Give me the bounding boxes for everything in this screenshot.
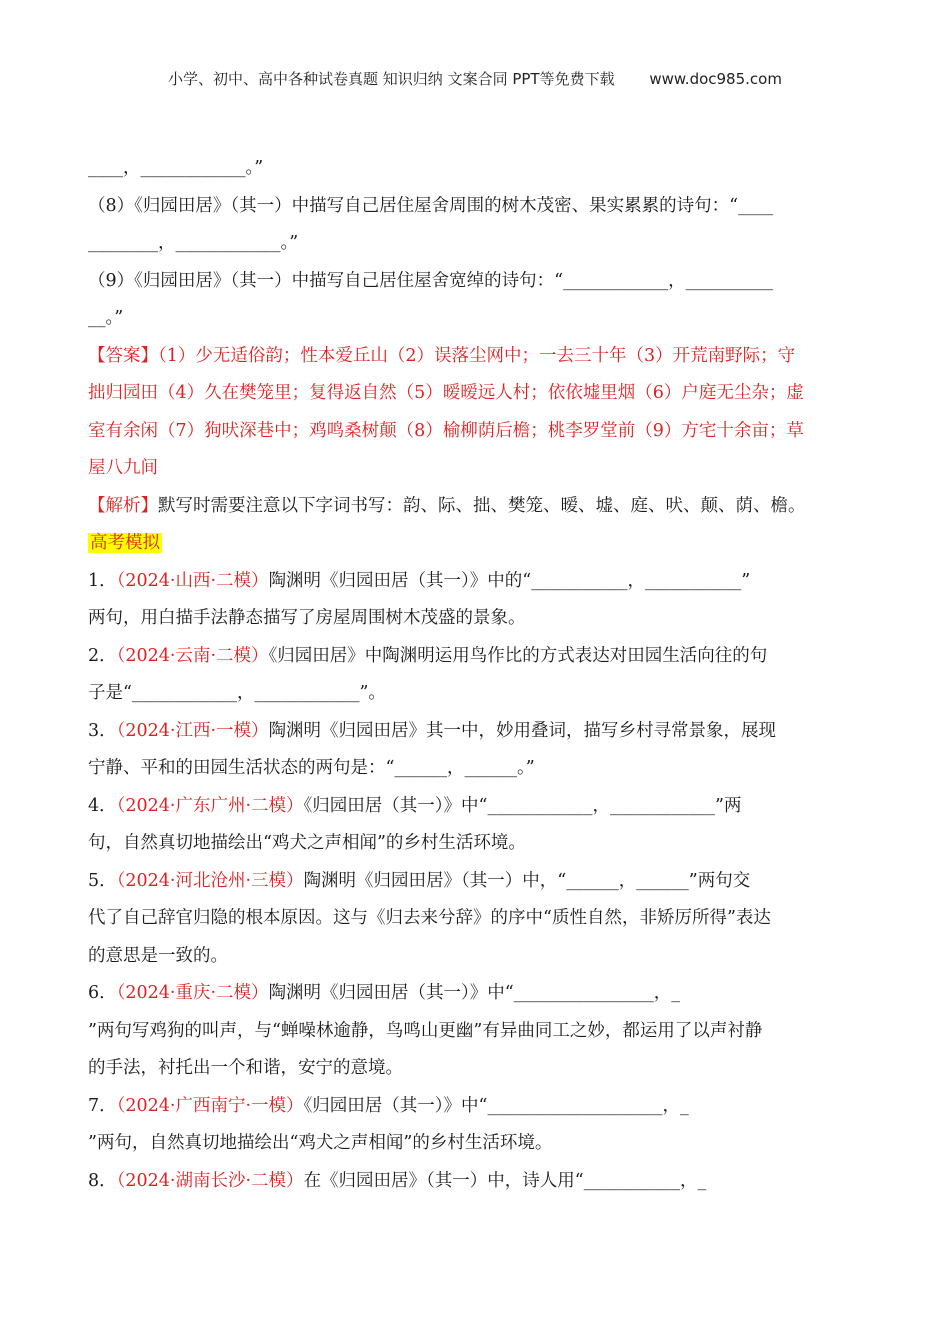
question-number: 7． <box>88 1095 117 1116</box>
section-heading <box>88 525 868 563</box>
question-source: （2024·广西南宁·一模） <box>116 1095 304 1116</box>
text-line: ________，____________。” <box>88 233 299 253</box>
header-site: www.doc985.com <box>649 70 782 88</box>
text-line: 的手法，衬托出一个和谐，安宁的意境。 <box>88 1058 403 1078</box>
text-line: 两句，用白描手法静态描写了房屋周围树木茂盛的景象。 <box>88 608 526 628</box>
question-source: （2024·河北沧州·三模） <box>116 870 304 891</box>
text-line: 的意思是一致的。 <box>88 945 228 966</box>
question-line <box>88 975 868 1013</box>
document-body <box>88 150 868 1200</box>
question-text: 在《归园田居》（其一）中，诗人用“___________，_ <box>303 1170 707 1191</box>
question-source: （2024·江西·一模） <box>116 720 269 741</box>
text-line: 宁静、平和的田园生活状态的两句是：“______，______。” <box>88 758 535 778</box>
text-line: 子是“____________，____________”。 <box>88 683 386 703</box>
question-text: 陶渊明《归园田居（其一）》中的“___________，___________” <box>268 570 751 591</box>
page-header <box>0 68 950 89</box>
question-number: 3． <box>88 720 117 741</box>
text-line: （9）《归园田居》（其一）中描写自己居住屋舍宽绰的诗句：“____________，__________ <box>88 270 774 291</box>
question-number: 6． <box>88 983 117 1003</box>
question-line <box>88 1088 868 1126</box>
answer-line: 室有余闲（7）狗吠深巷中；鸡鸣桑树颠（8）榆柳荫后檐；桃李罗堂前（9）方宅十余亩；草 <box>88 420 804 441</box>
analysis-line <box>88 488 868 526</box>
text-line: ”两句写鸡狗的叫声，与“蝉噪林逾静，鸟鸣山更幽”有异曲同工之妙，都运用了以声衬静 <box>88 1020 763 1041</box>
answer-line: 屋八九间 <box>88 458 158 478</box>
section-title: 高考模拟 <box>90 533 160 553</box>
question-line <box>88 563 868 601</box>
text-line: 代了自己辞官归隐的根本原因。这与《归去来兮辞》的序中“质性自然，非矫厉所得”表达 <box>88 908 771 928</box>
question-text: 陶渊明《归园田居》其一中，妙用叠词，描写乡村寻常景象，展现 <box>268 720 777 741</box>
question-number: 4． <box>88 795 117 816</box>
question-line <box>88 638 868 676</box>
question-text: 陶渊明《归园田居》（其一）中，“______，______”两句交 <box>303 870 751 891</box>
question-source: （2024·云南·二模） <box>116 645 269 666</box>
question-line <box>88 713 868 751</box>
question-line <box>88 863 868 901</box>
text-line: __。” <box>88 308 124 328</box>
question-text: 《归园田居》中陶渊明运用鸟作比的方式表达对田园生活向往的句 <box>268 645 768 666</box>
text-line: ____，____________。” <box>88 158 264 178</box>
text-line: （8）《归园田居》（其一）中描写自己居住屋舍周围的树木茂密、果实累累的诗句：“____ <box>88 195 774 216</box>
question-source: （2024·湖南长沙·二模） <box>116 1170 304 1191</box>
question-line <box>88 1163 868 1201</box>
text-line: ”两句，自然真切地描绘出“鸡犬之声相闻”的乡村生活环境。 <box>88 1133 553 1153</box>
question-source: （2024·山西·二模） <box>116 570 269 591</box>
question-line <box>88 788 868 826</box>
header-text: 小学、初中、高中各种试卷真题 知识归纳 文案合同 PPT等免费下载 <box>168 70 615 88</box>
question-number: 2． <box>88 645 117 666</box>
question-text: 陶渊明《归园田居（其一）》中“________________，_ <box>268 983 681 1003</box>
question-source: （2024·广东广州·二模） <box>116 795 304 816</box>
answer-line: 【答案】（1）少无适俗韵；性本爱丘山（2）误落尘网中；一去三十年（3）开荒南野际；守 <box>88 345 796 366</box>
answer-line: 拙归园田（4）久在樊笼里；复得返自然（5）暧暧远人村；依依墟里烟（6）户庭无尘杂；虚 <box>88 383 804 403</box>
text-line: 句，自然真切地描绘出“鸡犬之声相闻”的乡村生活环境。 <box>88 833 526 853</box>
question-source: （2024·重庆·二模） <box>116 983 269 1003</box>
question-number: 5． <box>88 870 117 891</box>
question-number: 1． <box>88 570 117 591</box>
question-number: 8． <box>88 1170 117 1191</box>
question-text: 《归园田居（其一）》中“____________，____________”两 <box>303 795 742 816</box>
analysis-text: 默写时需要注意以下字词书写：韵、际、拙、樊笼、暧、墟、庭、吠、颠、荫、檐。 <box>158 495 806 516</box>
analysis-label: 【解析】 <box>88 495 158 516</box>
question-text: 《归园田居（其一）》中“____________________，_ <box>303 1095 689 1116</box>
